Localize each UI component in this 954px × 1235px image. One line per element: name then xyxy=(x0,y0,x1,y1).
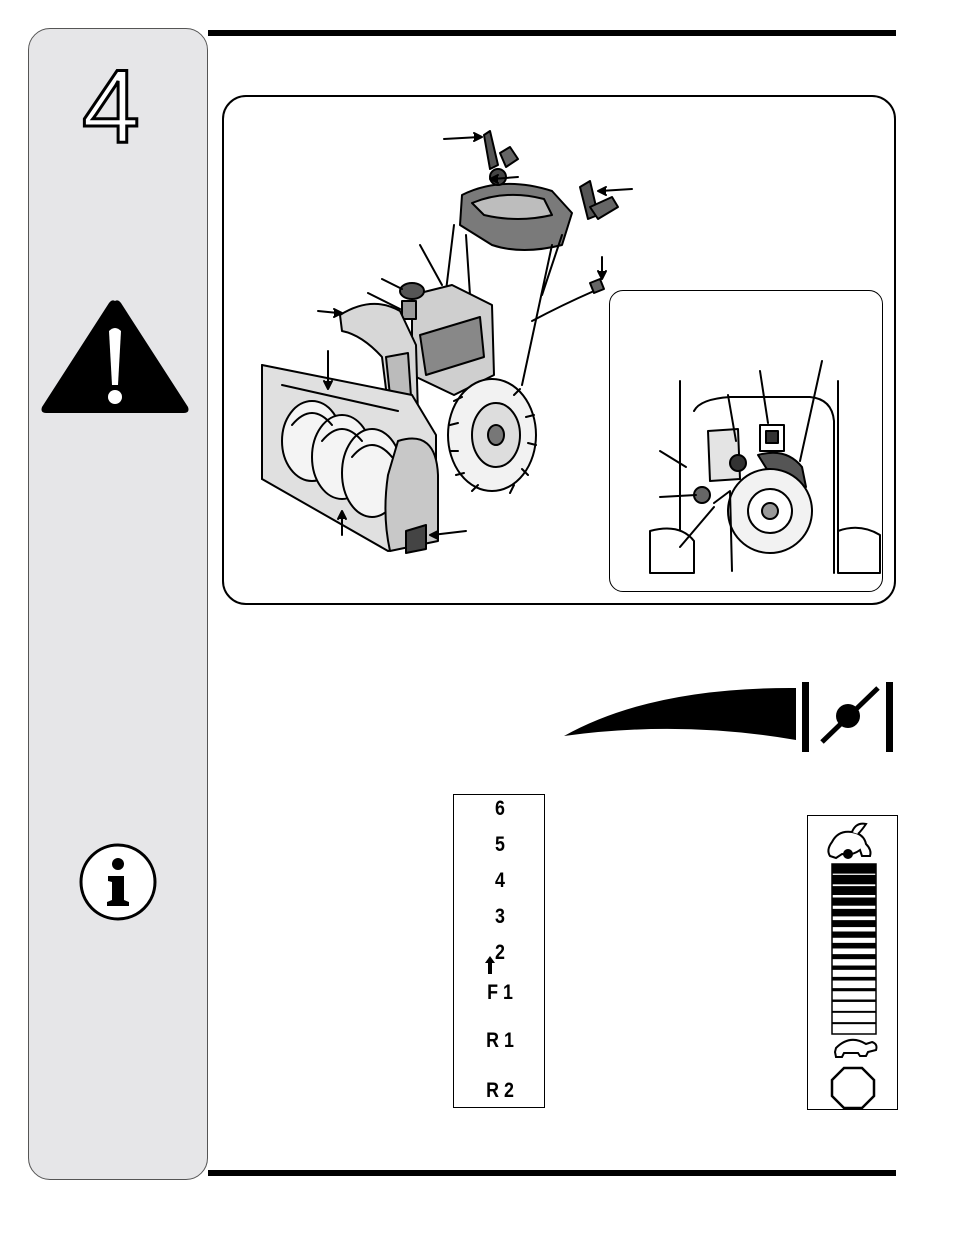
throttle-bar xyxy=(832,1011,876,1013)
choke-icon xyxy=(560,680,900,756)
gear-shift-decal xyxy=(453,794,545,1108)
stop-octagon-icon xyxy=(832,1068,874,1108)
gear-label-5: 5 xyxy=(495,833,505,856)
throttle-bar xyxy=(832,1000,876,1002)
throttle-scale xyxy=(832,864,876,1034)
throttle-decal xyxy=(807,815,898,1110)
throttle-bar xyxy=(832,909,876,916)
gear-label-4: 4 xyxy=(495,869,505,892)
throttle-bar xyxy=(832,977,876,980)
engine-detail-illustration xyxy=(610,291,883,592)
gear-label-f1: F 1 xyxy=(487,981,513,1004)
rabbit-icon xyxy=(828,824,870,859)
throttle-bar xyxy=(832,943,876,948)
throttle-bar xyxy=(832,932,876,938)
throttle-bar xyxy=(832,875,876,884)
warning-triangle-icon xyxy=(38,297,192,415)
chapter-sidebar xyxy=(28,28,208,1180)
arrow-up-icon xyxy=(484,955,496,975)
turtle-icon xyxy=(835,1040,877,1057)
gear-label-r1: R 1 xyxy=(486,1029,514,1052)
throttle-bar xyxy=(832,887,876,895)
throttle-bar xyxy=(832,989,876,992)
throttle-bar xyxy=(832,955,876,959)
throttle-bar xyxy=(832,898,876,906)
throttle-bar xyxy=(832,1023,876,1024)
gear-label-6: 6 xyxy=(495,797,505,820)
throttle-bar xyxy=(832,966,876,970)
info-icon xyxy=(78,842,158,922)
chapter-number-text: 4 xyxy=(82,52,140,152)
bottom-rule xyxy=(208,1170,896,1176)
chapter-number xyxy=(70,52,170,152)
gear-label-2: 2 xyxy=(495,941,505,964)
engine-detail-inset xyxy=(609,290,883,592)
gear-label-3: 3 xyxy=(495,905,505,928)
throttle-bar xyxy=(832,921,876,927)
throttle-bar xyxy=(832,864,876,874)
top-rule xyxy=(208,30,896,36)
gear-label-r2: R 2 xyxy=(486,1079,514,1102)
